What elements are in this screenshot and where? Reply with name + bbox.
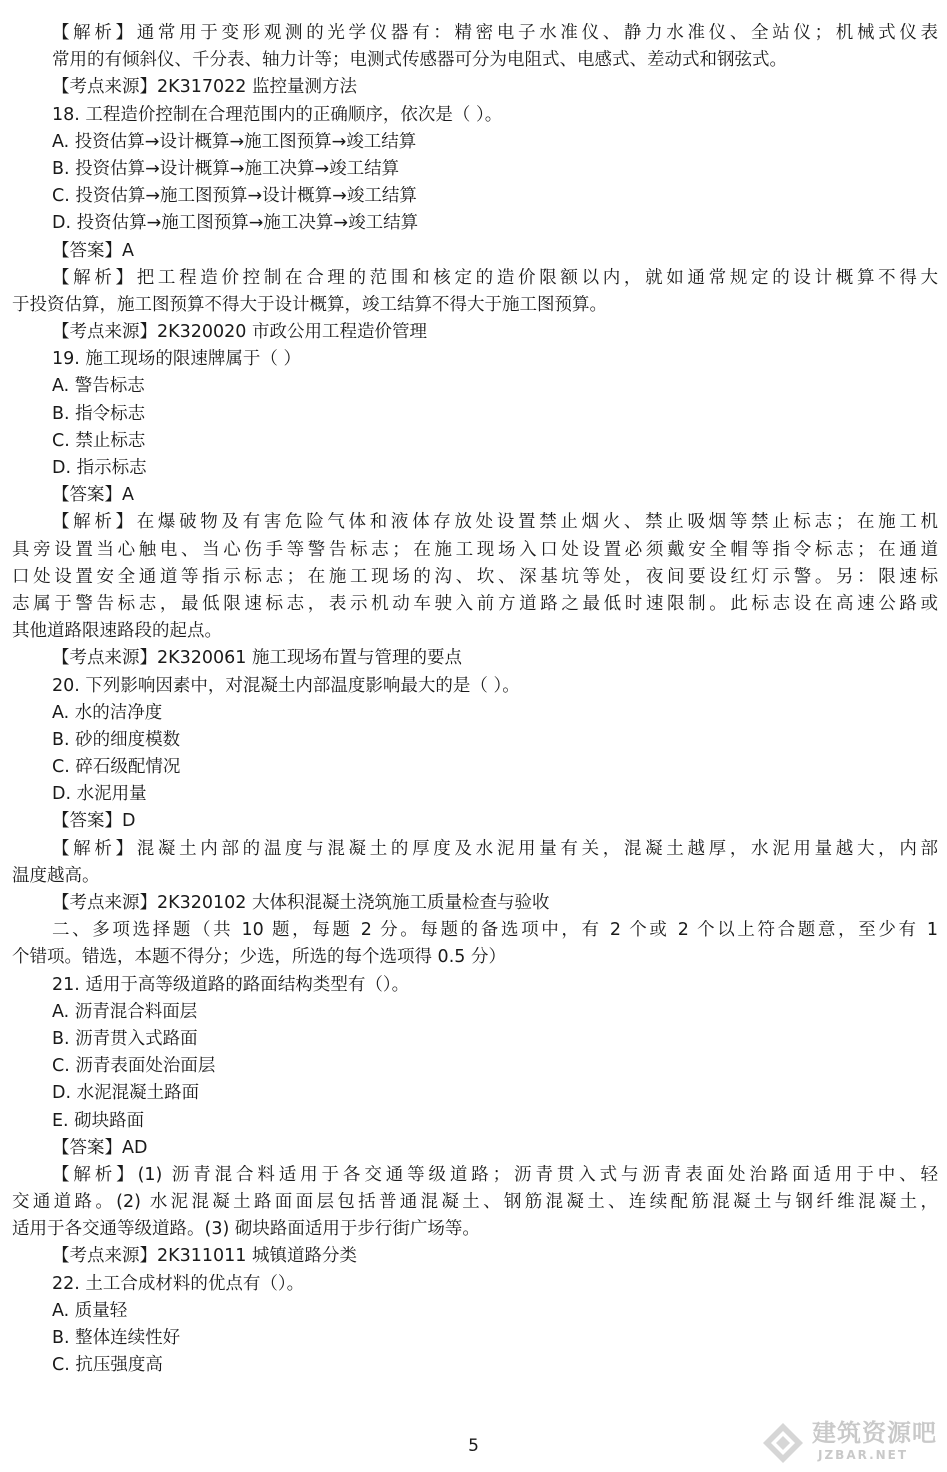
watermark: [762, 1418, 942, 1466]
text-line: 22. 土工合成材料的优点有（）。: [52, 1273, 305, 1294]
text-line: 【考点来源】2K320102 大体积混凝土浇筑施工质量检查与验收: [52, 893, 550, 913]
text-line: 于投资估算，施工图预算不得大于设计概算，竣工结算不得大于施工图预算。: [12, 294, 607, 315]
text-line: 【考点来源】2K320020 市政公用工程造价管理: [52, 322, 427, 343]
text-line: A. 水的洁净度: [52, 702, 163, 723]
text-line: 【解析】在爆破物及有害危险气体和液体存放处设置禁止烟火、禁止吸烟等禁止标志；在施工机: [52, 512, 938, 533]
text-line: 二、多项选择题（共 10 题，每题 2 分。每题的备选项中，有 2 个或 2 个以上符合题意，至少有 1: [52, 920, 938, 941]
text-line: 【考点来源】2K311011 城镇道路分类: [52, 1246, 357, 1267]
diamond-logo-icon: [762, 1422, 804, 1464]
text-line: D. 指示标志: [52, 458, 147, 478]
text-line: B. 砂的细度模数: [52, 729, 181, 750]
text-line: 个错项。错选，本题不得分；少选，所选的每个选项得 0.5 分）: [12, 947, 506, 968]
text-line: 具旁设置当心触电、当心伤手等警告标志；在施工现场入口处设置必须戴安全帽等指令标志；在通道: [12, 539, 938, 560]
text-line: 【答案】A: [52, 485, 134, 506]
text-line: 交通道路。(2) 水泥混凝土路面面层包括普通混凝土、钢筋混凝土、连续配筋混凝土与钢纤维混凝土，: [12, 1192, 938, 1213]
text-line: C. 沥青表面处治面层: [52, 1056, 216, 1077]
text-line: B. 投资估算→设计概算→施工决算→竣工结算: [52, 158, 400, 179]
text-line: 【考点来源】2K317022 监控量测方法: [52, 77, 357, 98]
text-line: 其他道路限速路段的起点。: [12, 621, 222, 642]
text-line: 【解析】混凝土内部的温度与混凝土的厚度及水泥用量有关，混凝土越厚，水泥用量越大，内部: [52, 838, 938, 859]
text-line: B. 整体连续性好: [52, 1328, 181, 1348]
text-line: 【解析】通常用于变形观测的光学仪器有：精密电子水准仪、静力水准仪、全站仪；机械式仪表: [52, 23, 938, 43]
text-line: 【答案】AD: [52, 1137, 148, 1158]
text-line: 【答案】A: [52, 240, 134, 261]
text-line: 志属于警告标志，最低限速标志，表示机动车驶入前方道路之最低时速限制。此标志设在高速公路或: [12, 593, 938, 614]
text-line: C. 抗压强度高: [52, 1355, 163, 1376]
text-line: D. 投资估算→施工图预算→施工决算→竣工结算: [52, 213, 419, 234]
text-line: A. 质量轻: [52, 1300, 128, 1321]
watermark-name: 建筑资源吧: [812, 1419, 937, 1447]
text-line: B. 沥青贯入式路面: [52, 1028, 198, 1049]
text-line: 【解析】(1) 沥青混合料适用于各交通等级道路；沥青贯入式与沥青表面处治路面适用于中、轻: [52, 1164, 938, 1185]
text-line: 【解析】把工程造价控制在合理的范围和核定的造价限额以内，就如通常规定的设计概算不得大: [52, 267, 938, 288]
text-line: A. 沥青混合料面层: [52, 1001, 198, 1022]
text-line: B. 指令标志: [52, 403, 146, 424]
text-line: 【考点来源】2K320061 施工现场布置与管理的要点: [52, 648, 462, 669]
text-line: C. 碎石级配情况: [52, 757, 181, 778]
page-number: 5: [468, 1436, 479, 1456]
text-line: 适用于各交通等级道路。(3) 砌块路面适用于步行街广场等。: [12, 1219, 480, 1240]
text-line: D. 水泥混凝土路面: [52, 1083, 200, 1104]
text-line: 19. 施工现场的限速牌属于（ ）: [52, 349, 301, 370]
text-line: C. 禁止标志: [52, 430, 146, 451]
text-line: A. 投资估算→设计概算→施工图预算→竣工结算: [52, 131, 417, 152]
text-line: 21. 适用于高等级道路的路面结构类型有（）。: [52, 974, 410, 995]
text-line: 口处设置安全通道等指示标志；在施工现场的沟、坎、深基坑等处，夜间要设红灯示警。另：限速标: [12, 566, 938, 587]
text-line: 【答案】D: [52, 811, 136, 832]
text-line: D. 水泥用量: [52, 784, 147, 805]
text-line: 温度越高。: [12, 865, 100, 886]
text-line: A. 警告标志: [52, 376, 145, 397]
text-line: 18. 工程造价控制在合理范围内的正确顺序，依次是（ ）。: [52, 104, 503, 125]
text-line: E. 砌块路面: [52, 1110, 145, 1131]
text-line: C. 投资估算→施工图预算→设计概算→竣工结算: [52, 186, 417, 207]
document-body: [12, 20, 938, 1379]
text-line: 常用的有倾斜仪、千分表、轴力计等；电测式传感器可分为电阻式、电感式、差动式和钢弦式。: [52, 50, 787, 71]
text-line: 20. 下列影响因素中，对混凝土内部温度影响最大的是（ ）。: [52, 675, 520, 696]
watermark-url: JZBAR.NET: [818, 1448, 909, 1462]
